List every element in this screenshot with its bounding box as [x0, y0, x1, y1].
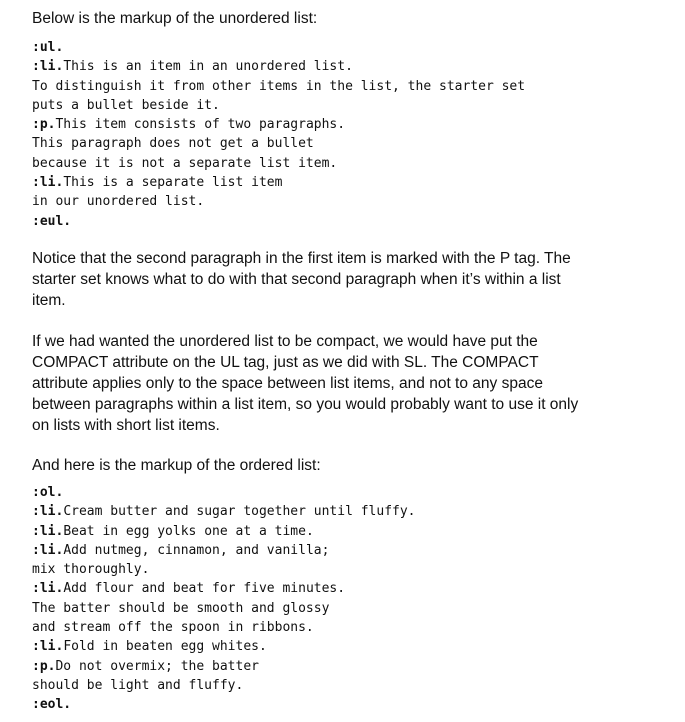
code-line [32, 38, 525, 57]
code-line [32, 57, 525, 76]
ul-intro-text: Below is the markup of the unordered list: [32, 10, 318, 27]
code-text: because it is not a separate list item. [32, 155, 338, 171]
markup-tag: :eol. [32, 697, 72, 713]
code-line [32, 77, 525, 96]
code-text: in our unordered list. [32, 194, 205, 210]
code-text: should be light and fluffy. [32, 677, 244, 693]
markup-tag: :li. [32, 504, 64, 520]
code-line [32, 676, 416, 695]
code-text: Add flour and beat for five minutes. [63, 581, 346, 597]
text-line: between paragraphs within a list item, so you would probably want to use it only [32, 396, 579, 413]
code-line [32, 637, 416, 656]
ol-intro-text: And here is the markup of the ordered list: [32, 457, 321, 474]
markup-tag: :ol. [32, 485, 64, 500]
compact-paragraph [32, 331, 578, 436]
markup-tag: :li. [32, 542, 64, 558]
code-text: and stream off the spoon in ribbons. [32, 620, 314, 636]
notice-paragraph [32, 248, 571, 311]
markup-tag: :p. [32, 117, 56, 133]
code-text: Fold in beaten egg whites. [63, 639, 267, 655]
code-line [32, 618, 416, 637]
code-line [32, 134, 525, 153]
ol-markup-block [32, 483, 416, 715]
markup-tag: :li. [32, 523, 64, 539]
code-text: The batter should be smooth and glossy [32, 600, 330, 616]
markup-tag: :ul. [32, 40, 64, 55]
text-line: on lists with short list items. [32, 417, 220, 434]
code-line [32, 599, 416, 618]
text-line: Notice that the second paragraph in the first item is marked with the P tag. The [32, 250, 571, 267]
code-line [32, 541, 416, 560]
code-text: This is an item in an unordered list. [63, 59, 353, 75]
text-line: item. [32, 292, 66, 309]
code-line [32, 579, 416, 598]
code-line [32, 483, 416, 502]
markup-tag: :li. [32, 581, 64, 597]
code-text: Beat in egg yolks one at a time. [63, 523, 314, 539]
code-text: puts a bullet beside it. [32, 97, 220, 113]
text-line: starter set knows what to do with that second paragraph when it’s within a list [32, 271, 561, 288]
code-line [32, 502, 416, 521]
code-line [32, 522, 416, 541]
code-text: This item consists of two paragraphs. [55, 117, 346, 133]
code-line [32, 560, 416, 579]
code-line [32, 212, 525, 231]
markup-tag: :li. [32, 59, 64, 75]
ul-markup-block [32, 38, 525, 231]
markup-tag: :eul. [32, 213, 72, 229]
markup-tag: :li. [32, 175, 64, 191]
text-line: attribute applies only to the space between list items, and not to any space [32, 375, 543, 392]
code-line [32, 657, 416, 676]
code-text: Add nutmeg, cinnamon, and vanilla; [63, 542, 330, 558]
markup-tag: :li. [32, 639, 64, 655]
text-line: If we had wanted the unordered list to be compact, we would have put the [32, 333, 538, 350]
code-line [32, 173, 525, 192]
markup-tag: :p. [32, 658, 56, 674]
code-line [32, 115, 525, 134]
code-text: To distinguish it from other items in the list, the starter set [32, 78, 526, 94]
code-text: This paragraph does not get a bullet [32, 136, 314, 152]
text-line: COMPACT attribute on the UL tag, just as we did with SL. The COMPACT [32, 354, 539, 371]
code-text: This is a separate list item [63, 175, 283, 191]
code-line [32, 96, 525, 115]
code-text: Cream butter and sugar together until fluffy. [63, 504, 416, 520]
code-text: Do not overmix; the batter [55, 658, 259, 674]
code-line [32, 154, 525, 173]
code-line [32, 192, 525, 211]
code-text: mix thoroughly. [32, 562, 150, 578]
code-line [32, 695, 416, 714]
